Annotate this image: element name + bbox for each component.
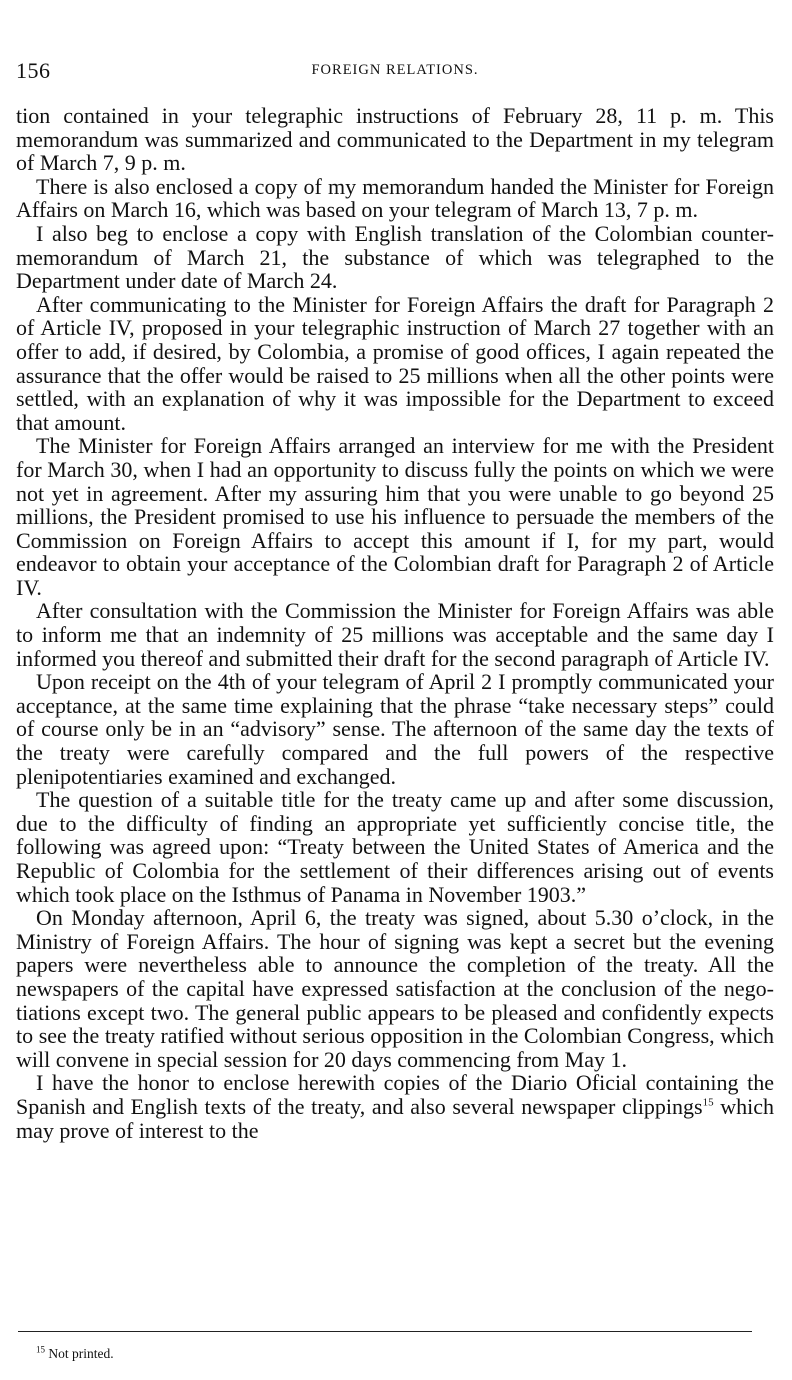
- footnote-rule: [18, 1331, 752, 1332]
- document-page: [16, 58, 774, 1142]
- paragraph-acceptance: Upon receipt on the 4th of your telegram of April 2 I promptly communicated your acceptance, at the same time explaining that the phrase “take necessary steps” could of course only be in an “advisory” sense. The afternoon of the same day the texts of the treaty were carefully compared and the full powers of the respective plenipotentiaries examined and exchanged.: [16, 669, 774, 789]
- footnote-reference: 15: [702, 1096, 714, 1109]
- paragraph-treaty-title: The question of a suitable title for the treaty came up and after some discussion, due to the difficulty of finding an appropriate yet sufficiently concise title, the following was agreed upon: “Treaty between the United States of America and the Republic of Colombia for the settlement of their differences arising out of events which took place on the Isthmus of Panama in November 1903.”: [16, 787, 774, 907]
- paragraph-counter-memorandum: I also beg to enclose a copy with English translation of the Colombian counter-memorandum of March 21, the substance of which was telegraphed to the Department under date of March 24.: [16, 220, 774, 294]
- footnote: [36, 1346, 114, 1362]
- footnote-mark: 15: [36, 1344, 45, 1355]
- enclosures-text-start: I have the honor to enclose herewith copies of the Diario Oficial containing the Spanish and English texts of the treaty, and also several newspaper clippings: [16, 1070, 774, 1119]
- paragraph-memorandum-copy: There is also enclosed a copy of my memorandum handed the Minister for Foreign Affairs on March 16, which was based on your telegram of March 13, 7 p. m.: [16, 173, 774, 223]
- page-header: [16, 58, 774, 92]
- paragraph-president-interview: The Minister for Foreign Affairs arranged an interview for me with the President for March 30, when I had an opportunity to discuss fully the points on which we were not yet in agreement. After my assuring him that you were unable to go beyond 25 millions, the President promised to use his influence to persuade the members of the Commission on Foreign Affairs to accept this amount if I, for my part, would endeavor to obtain your acceptance of the Colombian draft for Paragraph 2 of Article IV.: [16, 433, 774, 600]
- paragraph-article-iv-draft: After communicating to the Minister for Foreign Affairs the draft for Paragraph 2 of Article IV, proposed in your telegraphic instruction of March 27 together with an offer to add, if desired, by Colombia, a promise of good offices, I again repeated the assurance that the offer would be raised to 25 millions when all the other points were settled, with an explanation of why it was impossible for the Department to exceed that amount.: [16, 291, 774, 435]
- paragraph-continuation: tion contained in your telegraphic instructions of February 28, 11 p. m. This memorandum was summarized and communicated to the Department in my telegram of March 7, 9 p. m.: [16, 103, 774, 176]
- footnote-text: Not printed.: [45, 1346, 114, 1361]
- paragraph-treaty-signed: On Monday afternoon, April 6, the treaty was signed, about 5.30 o’clock, in the Ministry of Foreign Affairs. The hour of signing was kept a secret but the evening papers were nevertheless able to announce the completion of the treaty. All the newspapers of the capital have expressed satisfaction at the conclusion of the negotiations except two. The general public appears to be pleased and confidently expects to see the treaty ratified without serious opposition in the Colombian Congress, which will convene in special session for 20 days commencing from May 1.: [16, 905, 774, 1072]
- paragraph-enclosures: [16, 1071, 774, 1142]
- page-number: 156: [16, 58, 51, 83]
- body-text: [16, 104, 774, 1142]
- enclosures-text-end: which may prove of interest to the: [16, 1093, 774, 1143]
- running-head: FOREIGN RELATIONS.: [311, 62, 479, 78]
- paragraph-commission-consultation: After consultation with the Commission the Minister for Foreign Affairs was able to inform me that an indemnity of 25 millions was acceptable and the same day I informed you thereof and submitted their draft for the second paragraph of Article IV.: [16, 598, 774, 671]
